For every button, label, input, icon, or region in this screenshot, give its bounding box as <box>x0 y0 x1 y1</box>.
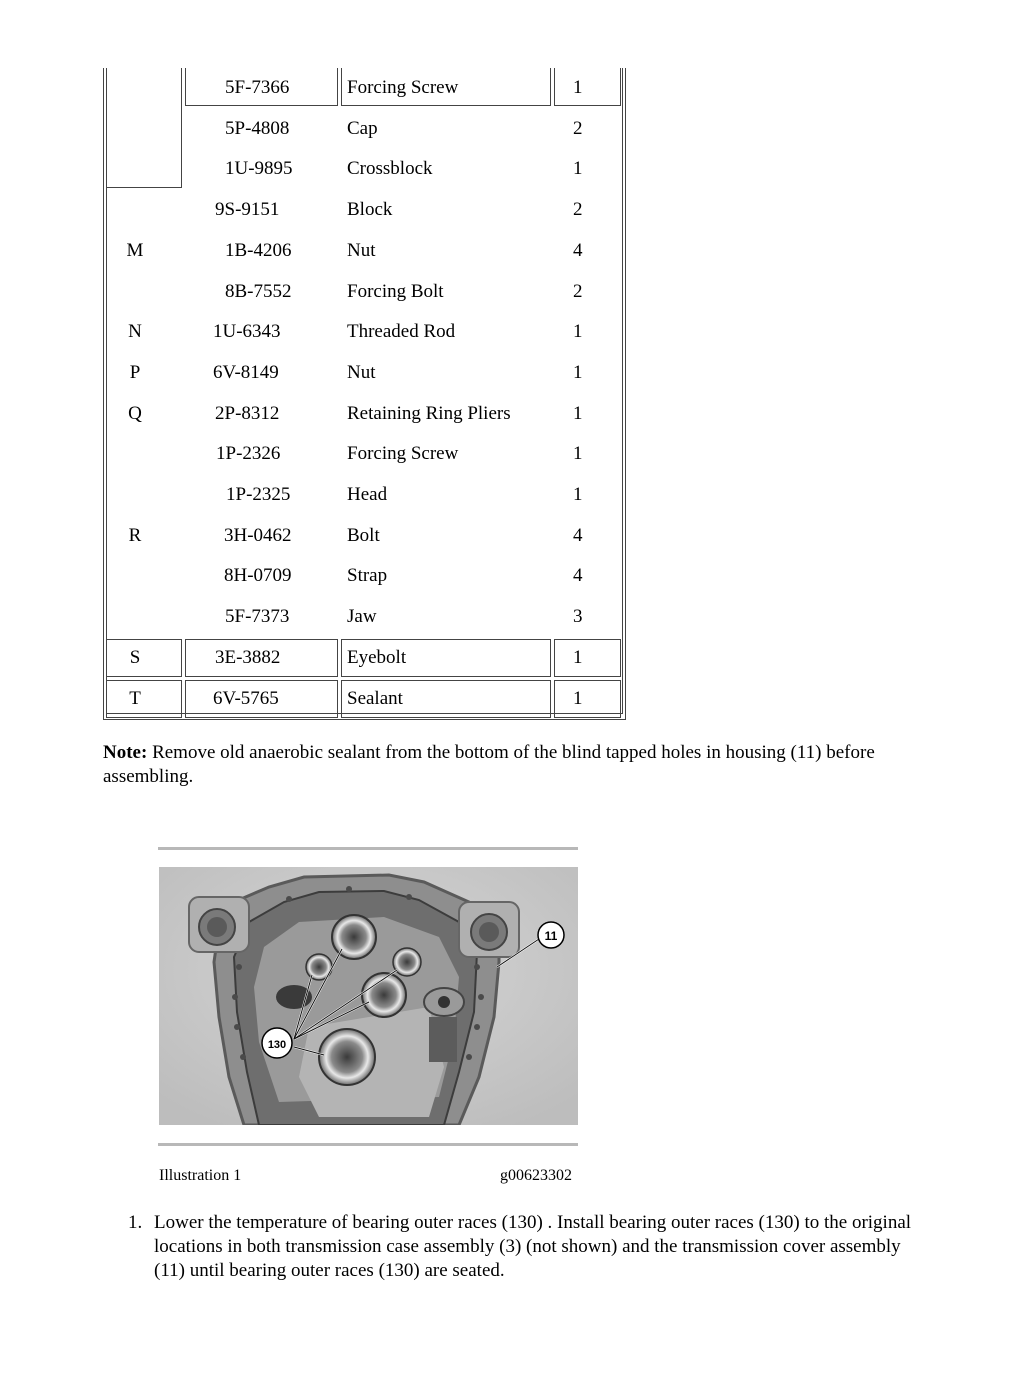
figure-top-rule <box>158 847 578 850</box>
table-row <box>103 475 626 515</box>
part-quantity: 1 <box>573 443 583 464</box>
part-quantity: 4 <box>573 240 583 261</box>
tool-letter <box>125 272 145 312</box>
part-quantity: 1 <box>573 484 583 505</box>
part-description: Crossblock <box>347 158 433 179</box>
callout-130-label: 130 <box>267 1039 287 1051</box>
part-description: Bolt <box>347 525 380 546</box>
part-quantity: 2 <box>573 281 583 302</box>
part-description: Jaw <box>347 606 377 627</box>
table-row <box>103 434 626 474</box>
callout-11 <box>538 922 564 948</box>
part-number: 8B-7552 <box>225 281 292 302</box>
tool-letter <box>125 149 145 189</box>
tool-letter: P <box>129 362 141 383</box>
table-row <box>103 68 626 108</box>
part-quantity: 1 <box>573 403 583 424</box>
part-number: 1P-2326 <box>216 443 281 464</box>
part-number: 1U-6343 <box>213 321 281 342</box>
part-number: 5P-4808 <box>225 118 290 139</box>
note-text: Remove old anaerobic sealant from the bottom of the blind tapped holes in housing (11) before assembling. <box>103 742 875 787</box>
part-description: Head <box>347 484 388 505</box>
part-description: Cap <box>347 118 378 139</box>
table-row <box>103 109 626 149</box>
part-description: Strap <box>347 565 388 586</box>
part-description: Sealant <box>347 688 403 709</box>
part-quantity: 3 <box>573 606 583 627</box>
tool-letter <box>125 597 145 637</box>
part-number: 9S-9151 <box>215 199 280 220</box>
table-row <box>103 149 626 189</box>
table-row <box>103 231 626 271</box>
tool-letter <box>125 434 145 474</box>
figure-bottom-rule <box>158 1143 578 1146</box>
part-number: 3H-0462 <box>224 525 292 546</box>
part-quantity: 2 <box>573 118 583 139</box>
part-description: Forcing Bolt <box>347 281 444 302</box>
callout-130 <box>262 1028 292 1058</box>
part-description: Retaining Ring Pliers <box>347 403 511 424</box>
part-quantity: 1 <box>573 362 583 383</box>
part-quantity: 1 <box>573 158 583 179</box>
part-description: Threaded Rod <box>347 321 456 342</box>
part-description: Nut <box>347 362 376 383</box>
part-quantity: 1 <box>573 688 583 709</box>
part-number: 1U-9895 <box>225 158 293 179</box>
part-number: 6V-8149 <box>213 362 279 383</box>
table-row <box>103 679 626 719</box>
note-paragraph <box>103 741 903 789</box>
tool-letter <box>125 190 145 230</box>
part-description: Forcing Screw <box>347 77 459 98</box>
part-number: 5F-7366 <box>225 77 290 98</box>
tool-letter: T <box>129 688 141 709</box>
transmission-cover-photo <box>159 867 578 1125</box>
part-quantity: 1 <box>573 77 583 98</box>
table-row <box>103 353 626 393</box>
tool-letter: N <box>128 321 142 342</box>
tool-letter <box>125 109 145 149</box>
table-row <box>103 394 626 434</box>
part-number: 5F-7373 <box>225 606 290 627</box>
step-number: 1. <box>128 1212 143 1233</box>
tools-table <box>103 68 626 721</box>
part-description: Block <box>347 199 393 220</box>
tool-letter: Q <box>128 403 142 424</box>
part-description: Forcing Screw <box>347 443 459 464</box>
part-number: 6V-5765 <box>213 688 279 709</box>
figure-caption-id: g00623302 <box>500 1167 572 1184</box>
table-row <box>103 312 626 352</box>
part-quantity: 4 <box>573 565 583 586</box>
tool-letter: S <box>129 647 141 668</box>
table-row <box>103 516 626 556</box>
table-row <box>103 638 626 678</box>
part-description: Nut <box>347 240 376 261</box>
tool-letter: M <box>126 240 144 261</box>
part-description: Eyebolt <box>347 647 407 668</box>
table-row <box>103 597 626 637</box>
tool-letter <box>125 475 145 515</box>
part-number: 3E-3882 <box>215 647 281 668</box>
note-label: Note: <box>103 742 148 763</box>
part-quantity: 1 <box>573 647 583 668</box>
part-number: 1P-2325 <box>226 484 291 505</box>
part-number: 8H-0709 <box>224 565 292 586</box>
tool-letter <box>125 68 145 108</box>
part-number: 2P-8312 <box>215 403 280 424</box>
part-quantity: 4 <box>573 525 583 546</box>
callout-11-label: 11 <box>544 929 558 943</box>
tool-letter: R <box>128 525 142 546</box>
part-quantity: 1 <box>573 321 583 342</box>
table-row <box>103 556 626 596</box>
part-quantity: 2 <box>573 199 583 220</box>
table-row <box>103 272 626 312</box>
table-row <box>103 190 626 230</box>
part-number: 1B-4206 <box>225 240 292 261</box>
tool-letter <box>125 556 145 596</box>
step-text: Lower the temperature of bearing outer races (130) . Install bearing outer races (130) to the original locations in both transmission case assembly (3) (not shown) and the transmission cover assembly (11) until bearing outer races (130) are seated. <box>154 1212 912 1281</box>
figure-caption-title: Illustration 1 <box>159 1167 242 1184</box>
